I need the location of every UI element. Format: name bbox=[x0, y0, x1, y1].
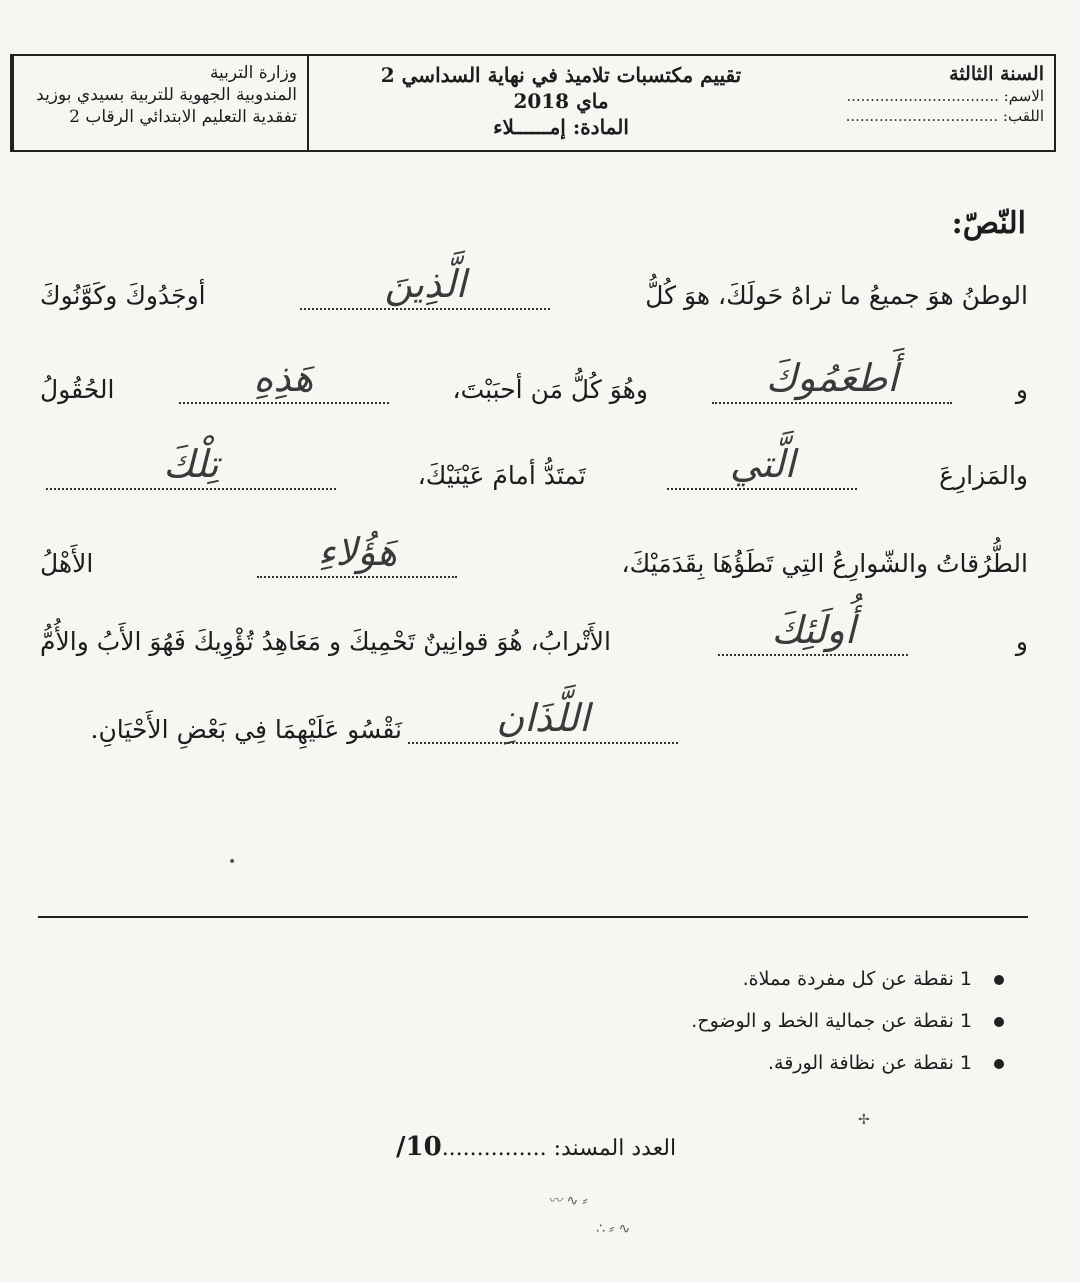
exam-date: ماي 2018 bbox=[513, 89, 609, 113]
exam-cell bbox=[307, 56, 813, 150]
text-row-3 bbox=[40, 442, 1028, 490]
grading-item-3 bbox=[691, 1042, 1004, 1084]
row-3-blank-1[interactable] bbox=[667, 442, 857, 490]
score-dots: ............... bbox=[441, 1136, 547, 1161]
surname-field[interactable] bbox=[823, 106, 1044, 126]
row-3-text-a: والمَزارِعَ bbox=[939, 461, 1028, 490]
grading-item-2 bbox=[691, 1000, 1004, 1042]
row-4-text-b: الأَهْلُ bbox=[40, 549, 94, 578]
row-6-blank[interactable] bbox=[408, 696, 678, 744]
divider-line bbox=[38, 916, 1028, 918]
row-1-text-a: الوطنُ هوَ جميعُ ما تراهُ حَولَكَ، هوَ كُلُّ bbox=[645, 281, 1028, 310]
grading-item-1 bbox=[691, 958, 1004, 1000]
name-label: الاسم: bbox=[1003, 87, 1044, 105]
row-3-handwriting-2: تِلْكَ bbox=[163, 442, 219, 486]
row-5-text-a: و bbox=[1015, 627, 1028, 656]
row-2-text-c: الحُقُولُ bbox=[40, 375, 115, 404]
text-row-6 bbox=[40, 696, 1028, 744]
row-3-text-b: تَمتَدُّ أمامَ عَيْنَيْكَ، bbox=[417, 461, 586, 490]
surname-dots: ................................ bbox=[845, 107, 999, 125]
row-4-blank[interactable] bbox=[257, 530, 457, 578]
grading-item-1-text: 1 نقطة عن كل مفردة مملاة. bbox=[742, 968, 972, 990]
row-2-text-a: و bbox=[1015, 375, 1028, 404]
exam-title: تقييم مكتسبات تلاميذ في نهاية السداسي 2 bbox=[380, 63, 742, 87]
row-3-handwriting-1: الَّتي bbox=[729, 442, 796, 486]
header-table bbox=[10, 54, 1056, 152]
ministry-line-3: تفقدية التعليم الابتدائي الرقاب 2 bbox=[69, 107, 297, 127]
bullet-icon bbox=[994, 1059, 1004, 1069]
row-1-handwriting: الَّذِينَ bbox=[384, 262, 467, 306]
score-denominator: 10/ bbox=[396, 1132, 442, 1162]
row-5-handwriting: أُولَئِكَ bbox=[771, 608, 856, 652]
stray-mark: ✢ bbox=[858, 1112, 870, 1128]
text-title: النّصّ: bbox=[951, 206, 1026, 241]
stray-dot: • bbox=[228, 854, 237, 870]
row-1-text-b: أوجَدُوكَ وكَوَّنُوكَ bbox=[40, 281, 206, 310]
row-1-blank[interactable] bbox=[300, 262, 550, 310]
surname-label: اللقب: bbox=[1002, 107, 1044, 125]
ministry-line-2: المندوبية الجهوية للتربية بسيدي بوزيد bbox=[36, 85, 297, 105]
row-2-handwriting-1: أَطعَمُوكَ bbox=[765, 356, 898, 400]
row-3-blank-2[interactable] bbox=[46, 442, 336, 490]
row-2-blank-1[interactable] bbox=[712, 356, 952, 404]
bullet-icon bbox=[994, 1017, 1004, 1027]
score-label: العدد المسند: bbox=[553, 1136, 677, 1161]
score-field[interactable] bbox=[396, 1132, 676, 1162]
row-2-handwriting-2: هَذِهِ bbox=[253, 356, 314, 400]
text-row-1 bbox=[40, 262, 1028, 310]
row-6-handwriting: اللَّذَانِ bbox=[496, 696, 590, 740]
bullet-icon bbox=[994, 975, 1004, 985]
row-6-text-b: نَقْسُو عَلَيْهِمَا فِي بَعْضِ الأَحْيَانِ. bbox=[90, 715, 402, 744]
row-5-text-b: الأَتْرابُ، هُوَ قوانِينٌ تَحْمِيكَ و مَعَاهِدُ تُؤْوِيكَ فَهُوَ الأَبُ والأُمُّ bbox=[40, 627, 611, 656]
ministry-cell bbox=[12, 56, 307, 150]
teacher-initials: ∴ ⸗ ∿ bbox=[596, 1221, 631, 1237]
exam-subject: المادة: إمــــــلاء bbox=[493, 115, 629, 139]
student-cell bbox=[813, 56, 1054, 150]
text-row-2 bbox=[40, 356, 1028, 404]
ministry-line-1: وزارة التربية bbox=[209, 63, 297, 83]
grading-item-2-text: 1 نقطة عن جمالية الخط و الوضوح. bbox=[691, 1010, 972, 1032]
text-row-4 bbox=[40, 530, 1028, 578]
name-field[interactable] bbox=[823, 86, 1044, 106]
text-row-5 bbox=[40, 608, 1028, 656]
grading-list bbox=[691, 958, 1004, 1084]
row-2-blank-2[interactable] bbox=[179, 356, 389, 404]
school-year: السنة الثالثة bbox=[949, 63, 1044, 85]
row-4-text-a: الطُّرُقاتُ والشّوارِعُ التِي تَطَؤُهَا بِقَدَمَيْكَ، bbox=[621, 549, 1028, 578]
grading-item-3-text: 1 نقطة عن نظافة الورقة. bbox=[767, 1052, 972, 1074]
row-2-text-b: وهُوَ كُلُّ مَن أحبَبْتَ، bbox=[452, 375, 648, 404]
teacher-signature: 〰 ∿ ⸗ bbox=[548, 1193, 588, 1209]
row-4-handwriting: هَؤُلاءِ bbox=[317, 530, 398, 574]
row-5-blank[interactable] bbox=[718, 608, 908, 656]
name-dots: ................................ bbox=[846, 87, 999, 105]
